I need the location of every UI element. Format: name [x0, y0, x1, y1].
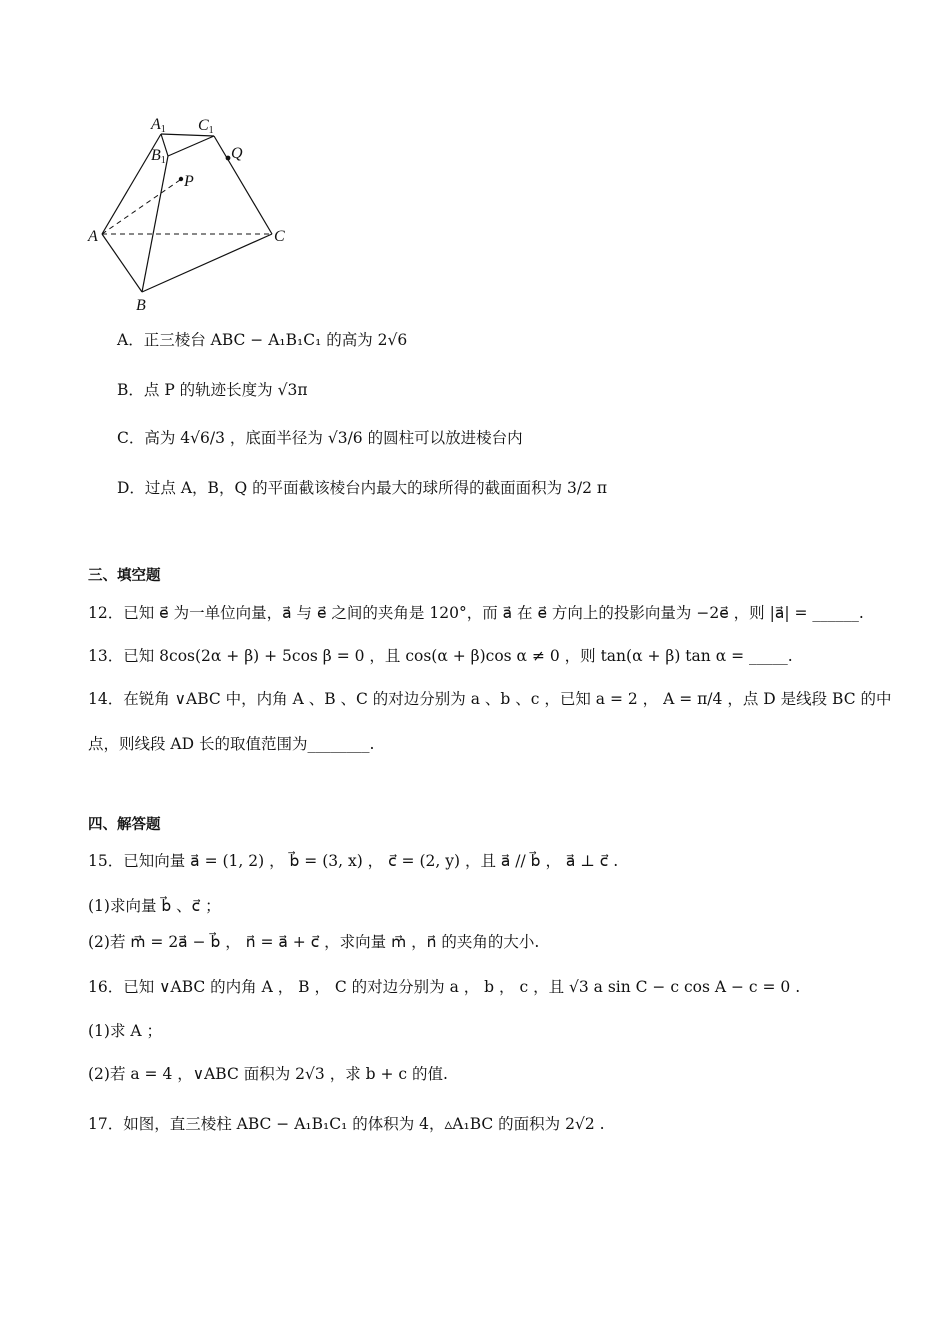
edge-A1-C1 — [161, 134, 214, 136]
question-16: 16．已知 ∨ABC 的内角 A ， B ， C 的对边分别为 a ， b ， c ，且 √3 a sin C − c cos A − c = 0 . — [88, 978, 801, 996]
label-A1: A1 — [151, 116, 166, 135]
edge-B1-B — [142, 156, 168, 292]
edge-A1-B1 — [161, 134, 168, 156]
label-B: B — [136, 297, 146, 314]
edge-A-B — [102, 234, 142, 292]
question-12: 12．已知 e⃗ 为一单位向量，a⃗ 与 e⃗ 之间的夹角是 120°，而 a⃗ 在 e⃗ 方向上的投影向量为 −2e⃗ ，则 |a⃗| = ______. — [88, 604, 864, 622]
question-15: 15．已知向量 a⃗ = (1, 2) ， b⃗ = (3, x) ， c⃗ = (2, y) ，且 a⃗ // b⃗ ， a⃗ ⊥ c⃗ . — [88, 852, 619, 870]
frustum-diagram — [80, 112, 310, 317]
label-C1: C1 — [198, 117, 214, 136]
edge-B1-C1 — [168, 136, 214, 156]
section-heading-solutions: 四、解答题 — [88, 817, 161, 833]
label-P: P — [184, 173, 194, 190]
question-14-line2: 点，则线段 AD 长的取值范围为________. — [88, 735, 375, 753]
label-A: A — [88, 228, 98, 245]
question-15-part2: (2)若 m⃗ = 2a⃗ − b⃗ ， n⃗ = a⃗ + c⃗ ，求向量 m⃗ ，n⃗ 的夹角的大小. — [88, 933, 540, 951]
point-Q — [226, 156, 231, 161]
question-16-part2: (2)若 a = 4 ，∨ABC 面积为 2√3 ，求 b + c 的值. — [88, 1065, 448, 1083]
label-Q: Q — [231, 145, 243, 162]
section-heading-fill-in: 三、填空题 — [88, 568, 161, 584]
option-b: B．点 P 的轨迹长度为 √3π — [117, 381, 308, 399]
question-15-part1: (1)求向量 b⃗ 、c⃗ ； — [88, 897, 221, 915]
edge-B-C — [142, 234, 272, 292]
label-C: C — [274, 228, 285, 245]
option-a: A．正三棱台 ABC − A₁B₁C₁ 的高为 2√6 — [117, 331, 408, 349]
point-P — [179, 177, 183, 181]
question-16-part1: (1)求 A ； — [88, 1022, 163, 1040]
frustum-figure — [80, 112, 310, 317]
edge-A-P-dashed — [102, 180, 180, 234]
option-d: D．过点 A，B，Q 的平面截该棱台内最大的球所得的截面面积为 3/2 π — [117, 479, 608, 497]
option-c: C．高为 4√6/3 ，底面半径为 √3/6 的圆柱可以放进棱台内 — [117, 429, 523, 447]
edge-C1-C — [214, 136, 272, 234]
question-14-line1: 14．在锐角 ∨ABC 中，内角 A 、B 、C 的对边分别为 a 、b 、c ，已知 a = 2 ， A = π/4 ，点 D 是线段 BC 的中 — [88, 690, 892, 708]
question-13: 13．已知 8cos(2α + β) + 5cos β = 0 ，且 cos(α + β)cos α ≠ 0 ，则 tan(α + β) tan α = _____. — [88, 647, 793, 665]
question-17: 17．如图，直三棱柱 ABC − A₁B₁C₁ 的体积为 4，▵A₁BC 的面积为 2√2 . — [88, 1115, 605, 1133]
label-B1: B1 — [151, 147, 166, 166]
